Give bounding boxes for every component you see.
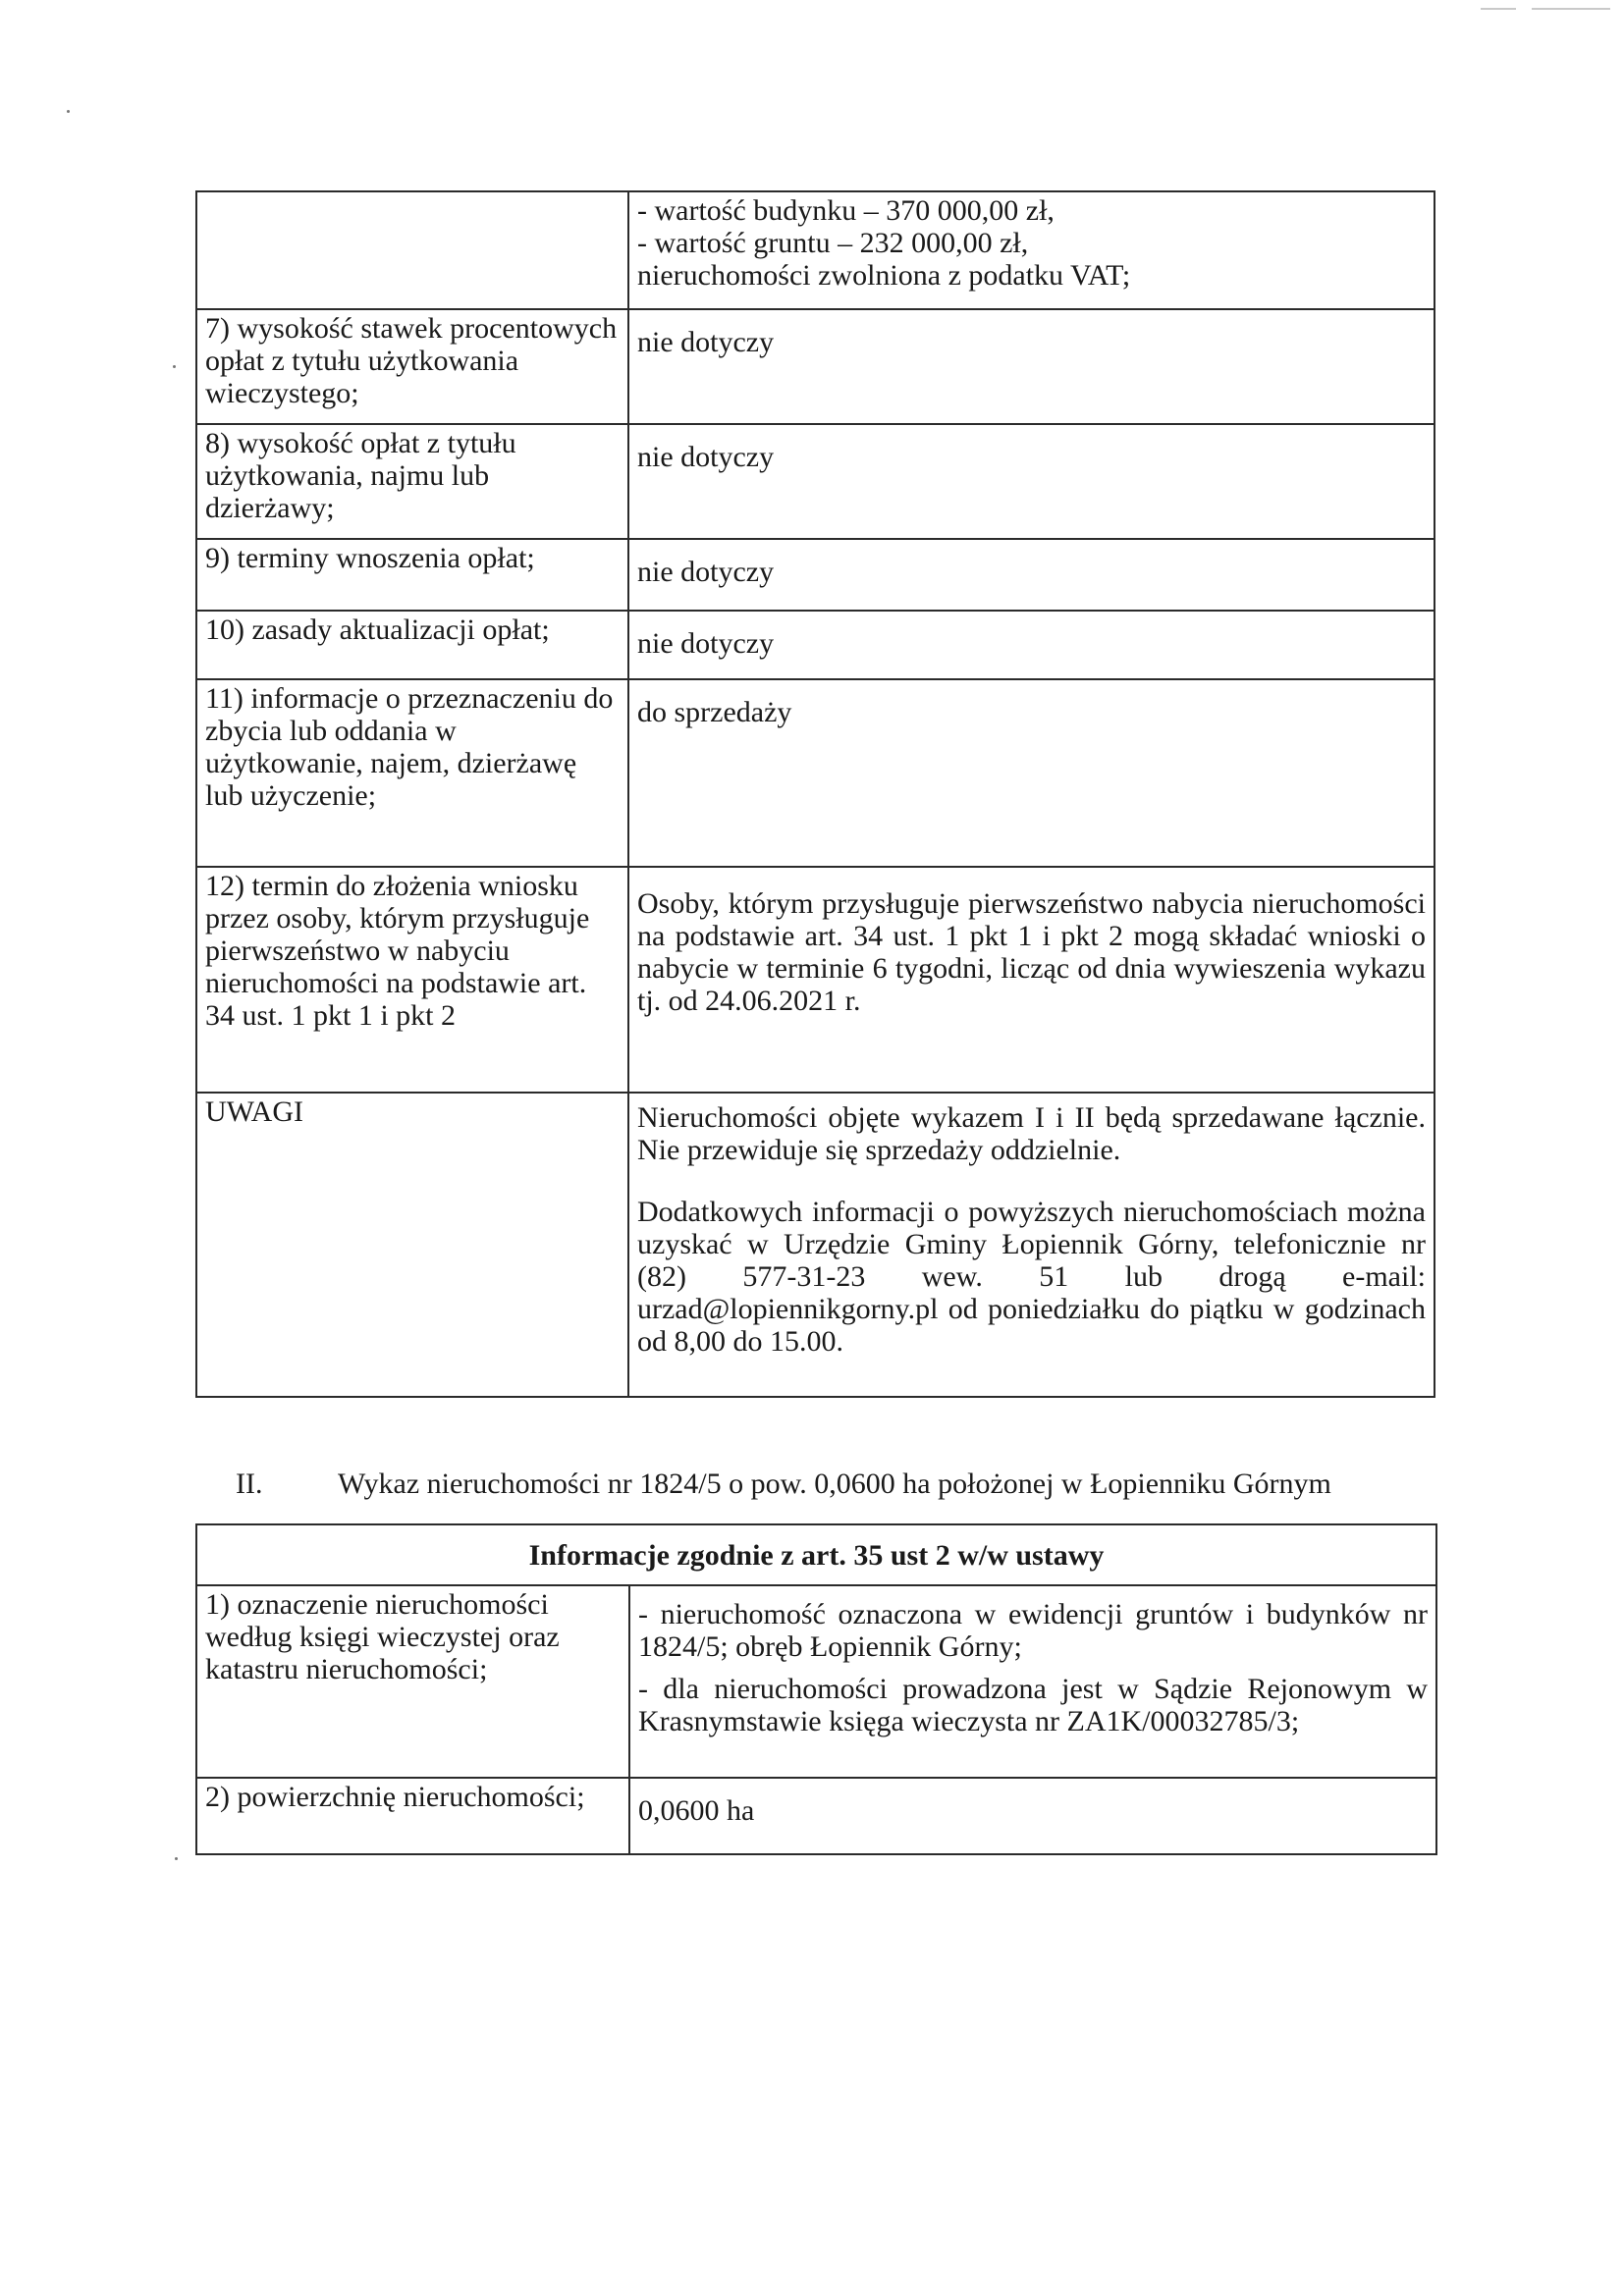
value-cell: 0,0600 ha — [629, 1778, 1436, 1854]
table-row — [196, 611, 1435, 679]
label-cell: 12) termin do złożenia wniosku przez osoby, którym przysługuje pierwszeństwo w nabyciu nieruchomości na podstawie art. 34 ust. 1 pkt 1 i pkt 2 — [196, 867, 628, 1093]
section-number: II. — [236, 1468, 263, 1500]
uwagi-paragraph-2: Dodatkowych informacji o powyższych nieruchomościach można uzyskać w Urzędzie Gminy Łopiennik Górny, telefonicznie nr (82) 577-31-23 wew. 51 lub drogą e-mail: urzad@lopiennikgorny.pl od poniedziałku do piątku w godzinach od 8,00 do 15.00. — [637, 1196, 1426, 1358]
top-edge-mark — [1481, 8, 1516, 10]
table-row — [196, 309, 1435, 424]
value-cell: nie dotyczy — [628, 611, 1435, 679]
label-cell: 9) terminy wnoszenia opłat; — [196, 539, 628, 611]
uwagi-label-cell: UWAGI — [196, 1093, 628, 1397]
value-cell — [629, 1585, 1436, 1778]
scan-speck — [67, 110, 70, 113]
table-row — [196, 424, 1435, 539]
top-edge-mark — [1532, 8, 1610, 10]
section-ii-table — [195, 1523, 1437, 1855]
land-register-line: - dla nieruchomości prowadzona jest w Sądzie Rejonowym w Krasnymstawie księga wieczysta nr ZA1K/00032785/3; — [638, 1673, 1429, 1737]
label-cell: 11) informacje o przeznaczeniu do zbycia lub oddania w użytkowanie, najem, dzierżawę lub użyczenie; — [196, 679, 628, 867]
table-row — [196, 1778, 1436, 1854]
building-value-line: - wartość budynku – 370 000,00 zł, — [637, 194, 1055, 227]
value-cell: nie dotyczy — [628, 424, 1435, 539]
table-row — [196, 191, 1435, 309]
value-cell: nie dotyczy — [628, 539, 1435, 611]
label-cell: 2) powierzchnię nieruchomości; — [196, 1778, 629, 1854]
value-cell — [628, 191, 1435, 309]
vat-note-line: nieruchomości zwolniona z podatku VAT; — [637, 259, 1131, 292]
value-cell: Osoby, którym przysługuje pierwszeństwo nabycia nieruchomości na podstawie art. 34 ust. 1 pkt 1 i pkt 2 mogą składać wnioski o nabycie w terminie 6 tygodni, licząc od dnia wywieszenia wykazu tj. od 24.06.2021 r. — [628, 867, 1435, 1093]
table-row — [196, 1585, 1436, 1778]
parcel-designation-line: - nieruchomość oznaczona w ewidencji gruntów i budynków nr 1824/5; obręb Łopiennik Górny; — [638, 1598, 1429, 1663]
section-title: Wykaz nieruchomości nr 1824/5 o pow. 0,0600 ha położonej w Łopienniku Górnym — [338, 1468, 1331, 1500]
section-heading — [236, 1468, 1435, 1501]
uwagi-value-cell — [628, 1093, 1435, 1397]
table-header-row — [196, 1524, 1436, 1585]
label-cell: 7) wysokość stawek procentowych opłat z tytułu użytkowania wieczystego; — [196, 309, 628, 424]
table-row — [196, 539, 1435, 611]
label-cell: 10) zasady aktualizacji opłat; — [196, 611, 628, 679]
scan-speck — [173, 365, 176, 368]
table-row — [196, 1093, 1435, 1397]
scan-speck — [175, 1857, 178, 1860]
value-cell: nie dotyczy — [628, 309, 1435, 424]
property-info-table — [195, 190, 1435, 1398]
label-cell: 1) oznaczenie nieruchomości według księgi wieczystej oraz katastru nieruchomości; — [196, 1585, 629, 1778]
uwagi-paragraph-1: Nieruchomości objęte wykazem I i II będą sprzedawane łącznie. Nie przewiduje się sprzedaży oddzielnie. — [637, 1101, 1426, 1166]
empty-label-cell — [196, 191, 628, 309]
table-row — [196, 867, 1435, 1093]
land-value-line: - wartość gruntu – 232 000,00 zł, — [637, 227, 1029, 259]
label-cell: 8) wysokość opłat z tytułu użytkowania, najmu lub dzierżawy; — [196, 424, 628, 539]
table-header: Informacje zgodnie z art. 35 ust 2 w/w ustawy — [196, 1524, 1436, 1585]
value-cell: do sprzedaży — [628, 679, 1435, 867]
table-row — [196, 679, 1435, 867]
